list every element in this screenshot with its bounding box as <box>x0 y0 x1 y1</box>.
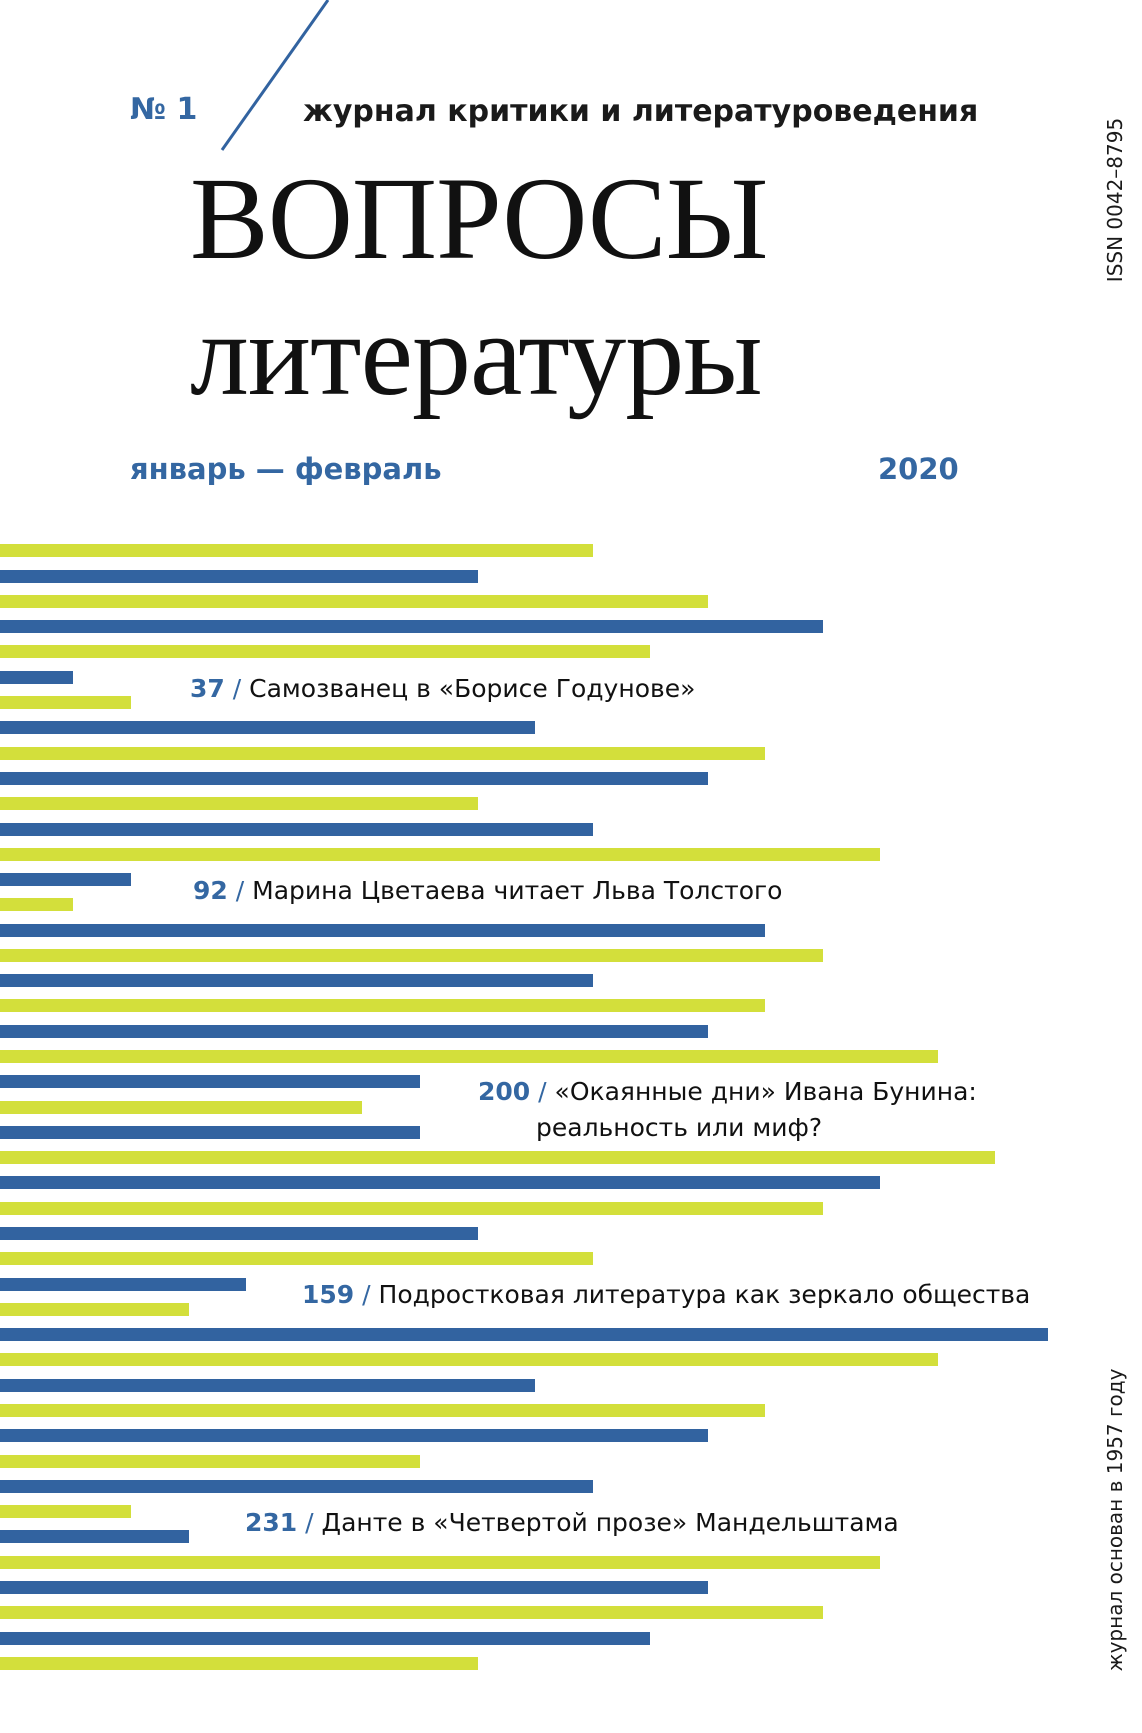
stripe <box>0 823 593 836</box>
stripe <box>0 570 478 583</box>
stripe <box>0 898 73 911</box>
issn-number: ISSN 0042–8795 <box>1103 117 1127 283</box>
stripe <box>0 1505 131 1518</box>
stripe <box>0 671 73 684</box>
stripe <box>0 645 650 658</box>
stripe <box>0 772 708 785</box>
article-page: 92 <box>193 876 228 905</box>
stripe <box>0 1455 420 1468</box>
stripe <box>0 1657 478 1670</box>
stripe <box>0 1025 708 1038</box>
stripe <box>0 620 823 633</box>
stripe <box>0 1632 650 1645</box>
article-separator: / <box>538 1077 547 1106</box>
article-separator: / <box>232 674 242 703</box>
article-page: 231 <box>245 1508 298 1537</box>
stripe <box>0 1050 938 1063</box>
article-separator: / <box>235 876 245 905</box>
stripe <box>0 1227 478 1240</box>
article-title: Подростковая литература как зеркало общества <box>378 1280 1031 1309</box>
article-page: 37 <box>190 674 225 703</box>
article-teaser <box>190 674 695 703</box>
article-teaser <box>478 1077 977 1106</box>
stripe <box>0 1126 420 1139</box>
journal-subtitle: журнал критики и литературоведения <box>303 94 979 129</box>
stripe <box>0 1530 189 1543</box>
article-title: Самозванец в «Борисе Годунове» <box>249 674 696 703</box>
stripe <box>0 1278 246 1291</box>
stripe <box>0 1075 420 1088</box>
article-separator: / <box>305 1508 314 1537</box>
stripe <box>0 949 823 962</box>
stripe <box>0 747 765 760</box>
stripe <box>0 696 131 709</box>
stripe <box>0 1353 938 1366</box>
article-title: Марина Цветаева читает Льва Толстого <box>252 876 783 905</box>
article-teaser <box>302 1280 1030 1309</box>
article-title: «Окаянные дни» Ивана Бунина: <box>554 1077 977 1106</box>
article-title: Данте в «Четвертой прозе» Мандельштама <box>321 1508 899 1537</box>
stripe <box>0 595 708 608</box>
issue-months: январь — февраль <box>130 452 442 486</box>
stripe <box>0 848 880 861</box>
stripe <box>0 1202 823 1215</box>
stripe <box>0 924 765 937</box>
stripe <box>0 721 535 734</box>
stripe <box>0 1429 708 1442</box>
stripe <box>0 974 593 987</box>
stripe <box>0 1379 535 1392</box>
journal-title-line2: литературы <box>190 289 762 420</box>
issue-number: № 1 <box>130 92 198 127</box>
founded-note: журнал основан в 1957 году <box>1103 1368 1127 1672</box>
stripe <box>0 999 765 1012</box>
article-page: 159 <box>302 1280 355 1309</box>
journal-title-line1: ВОПРОСЫ <box>190 153 768 284</box>
stripe <box>0 1303 189 1316</box>
article-title-line2: реальность или миф? <box>536 1113 823 1142</box>
stripe <box>0 1176 880 1189</box>
stripe <box>0 1328 1048 1341</box>
stripe <box>0 1151 995 1164</box>
article-teaser <box>245 1508 899 1537</box>
article-page: 200 <box>478 1077 531 1106</box>
article-teaser <box>193 876 782 905</box>
stripe <box>0 1556 880 1569</box>
stripe <box>0 1101 362 1114</box>
stripe <box>0 1606 823 1619</box>
stripe <box>0 1581 708 1594</box>
stripe <box>0 1404 765 1417</box>
stripe <box>0 797 478 810</box>
stripe <box>0 1480 593 1493</box>
stripe <box>0 544 593 557</box>
stripe <box>0 873 131 886</box>
article-separator: / <box>362 1280 371 1309</box>
stripe <box>0 1252 593 1265</box>
issue-year: 2020 <box>878 452 959 486</box>
